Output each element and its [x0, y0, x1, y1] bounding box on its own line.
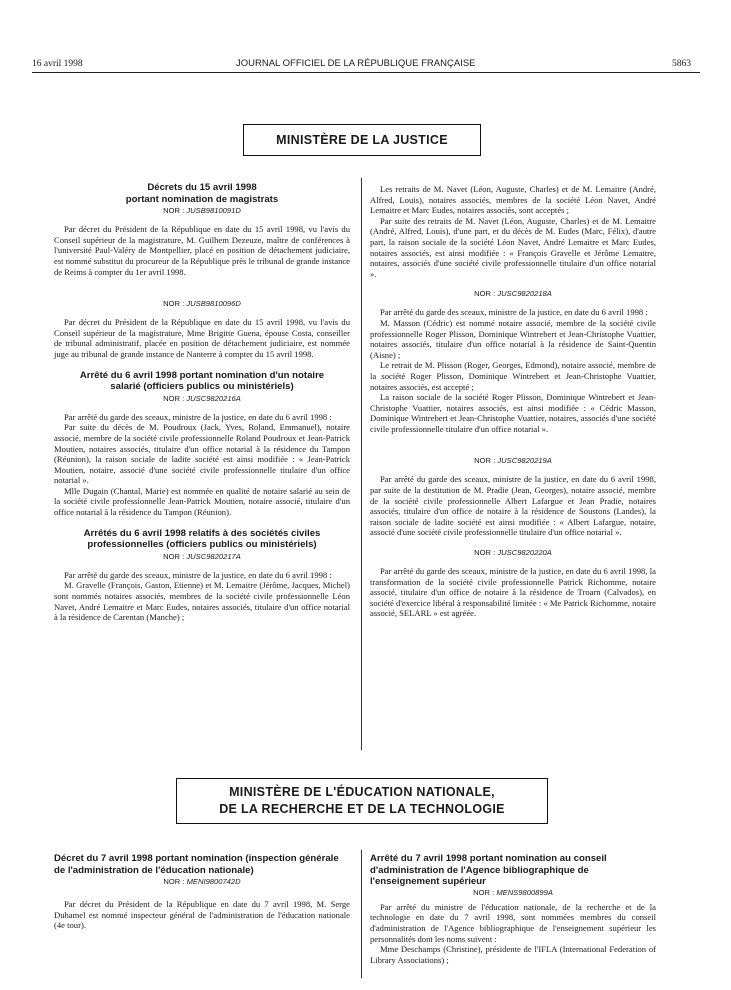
paragraph: Par arrêté du garde des sceaux, ministre de la justice, en date du 6 avril 1998 :: [64, 569, 332, 580]
arrete-agence-bibliographique-title: Arrêté du 7 avril 1998 portant nomination au conseil d'administration de l'Agence bibliographique de l'enseignement supérieur: [370, 853, 607, 888]
paragraph: Par arrêté du ministre de l'éducation nationale, de la recherche et de la technologie en date du 7 avril 1998, sont nommées membres du conseil d'administration de l'Agence bibliographique de l'enseignement supérieur les personnalités dont les noms suivent :: [370, 901, 656, 944]
nor-code: JUSB9810096D: [186, 299, 241, 309]
nor-code: MENI9800742D: [186, 877, 241, 887]
ministry-education-box: [176, 778, 548, 824]
paragraph: Mme Deschamps (Christine), présidente de l'IFLA (International Federation of Library Associations) ;: [370, 944, 656, 965]
paragraph: Par arrêté du garde des sceaux, ministre de la justice, en date du 6 avril 1998 :: [64, 411, 332, 422]
paragraph: M. Masson (Cédric) est nommé notaire associé, membre de la société civile professionnelle Roger Plisson, Dominique Wintrebert et Jean-Christophe Vuattier, notaires associés, titulaire d'un office notarial à la résidence de Saint-Quentin (Aisne) ;: [370, 317, 656, 360]
decree-guena-paragraph: Par décret du Président de la République en date du 15 avril 1998, vu l'avis du Conseil supérieur de la magistrature, Mme Brigitte Guena, épouse Costa, conseiller de tribunal administratif, placée en position de détachement judiciaire, est nommée juge au tribunal de grande instance de Nanterre à compter du 15 avril 1998.: [54, 317, 350, 359]
paragraph: La raison sociale de la société Roger Plisson, Dominique Wintrebert et Jean-Christophe Vuattier, notaires associés, est ainsi modifiée : « Cédric Masson, Dominique Wintrebert et Jean-Christophe Vuattier, notaires, associés d'une société civile professionnelle titulaire d'un office notarial ».: [370, 392, 656, 434]
nor-code: JUSC9820219A: [497, 456, 552, 466]
decree-dezeuze-paragraph: Par décret du Président de la République en date du 15 avril 1998, vu l'avis du Conseil supérieur de la magistrature, M. Guilhem Dezeuze, maître de conférences à l'université Paul-Valéry de Montpellier, placé en position de détachement judiciaire, est nommé substitut du procureur de la République près le tribunal de grande instance de Reims à compter du 1er avril 1998.: [54, 224, 350, 277]
arretes-societes-civiles-title: Arrêtés du 6 avril 1998 relatifs à des sociétés civiles professionnelles (officiers publics ou ministériels): [83, 527, 321, 551]
nor-code: JUSC9820216A: [186, 393, 241, 403]
nor-code: MENS9800899A: [496, 887, 553, 897]
running-header-page-number: 5863: [672, 59, 691, 69]
paragraph: Par arrêté du garde des sceaux, ministre de la justice, en date du 6 avril 1998, la transformation de la société civile professionnelle Patrick Richomme, notaire associé, titulaire d'un office de notaire à la résidence de Troarn (Calvados), en société d'exercice libéral à responsabilité limitée : « Me Patrick Richomme, notaire associé, SELARL » est agréée.: [370, 566, 656, 619]
nor-code: JUSC9820218A: [497, 289, 552, 299]
decree-duhamel-paragraph: Par décret du Président de la République en date du 7 avril 1998, M. Serge Duhamel est nommé inspecteur général de l'administration de l'éducation nationale (4e tour).: [54, 899, 350, 931]
running-header-journal: JOURNAL OFFICIEL DE LA RÉPUBLIQUE FRANÇAISE: [236, 58, 476, 69]
nor-code: JUSB9810091D: [186, 206, 241, 216]
paragraph: Par suite des retraits de M. Navet (Léon, Auguste, Charles) et de M. Lemaitre (André, Alfred, Louis), d'une part, et du décès de M. Eudes (Marc, Félix), d'autre part, la raison sociale de la société Léon Navet, André Lemaitre et Marc Eudes, notaires associés, est ainsi modifiée : « François Gravelle et Jérôme Lemaitre, notaires, associés d'une société civile professionnelle titulaire d'un office notarial ».: [370, 215, 656, 279]
nor-code: JUSC9820220A: [497, 548, 552, 558]
left-column: [54, 182, 350, 623]
paragraph: Le retrait de M. Plisson (Roger, Georges, Edmond), notaire associé, membre de la société Roger Plisson, Dominique Wintrebert et Jean-Christophe Vuattier, notaires associés, est accepté ;: [370, 360, 656, 392]
ministry-justice-box: [243, 124, 481, 156]
nor-reference: NOR : MENS9800899A: [473, 887, 553, 897]
column-divider-lower: [361, 850, 362, 978]
ministry-education-title-line1: MINISTÈRE DE L'ÉDUCATION NATIONALE,: [229, 785, 495, 799]
decrees-15-avril-title: Décrets du 15 avril 1998 portant nomination de magistrats: [125, 182, 279, 205]
nor-reference: NOR : JUSC9820220A: [474, 548, 552, 558]
nor-code: JUSC9820217A: [186, 551, 241, 561]
column-divider-upper: [361, 178, 362, 750]
bottom-left-column: [54, 853, 350, 931]
bottom-right-column: [370, 853, 656, 965]
paragraph: Par suite du décès de M. Poudroux (Jack, Yves, Roland, Emmanuel), notaire associé, membre de la société civile professionnelle Roland Poudroux et Jean-Patrick Moutien, notaires associés, titulaire d'un office notarial à la résidence du Tampon (Réunion), la raison sociale de ladite société est ainsi modifiée : « Jean-Patrick Moutien, notaire, associé d'une société civile professionnelle titulaire d'un office notarial ».: [54, 422, 350, 486]
paragraph: Par arrêté du garde des sceaux, ministre de la justice, en date du 6 avril 1998, par suite de la destitution de M. Pradie (Jean, Georges), notaire associé, membre de la société civile professionnelle Albert Lafargue et Jean Pradie, notaires associés, titulaire d'un office de notaire à la résidence de Soustons (Landes), la raison sociale de ladite société est ainsi modifiée : « Albert Lafargue, notaire, associé d'une société civile professionnelle titulaire d'un office notarial ».: [370, 474, 656, 538]
nor-reference: NOR : JUSC9820216A: [163, 393, 241, 403]
paragraph: M. Gravelle (François, Gaston, Etienne) et M. Lemaitre (Jérôme, Jacques, Michel) sont nommés notaires associés, membres de la société civile professionnelle Léon Navet, André Lemaitre et Marc Eudes, notaires associés, titulaire d'un office notarial à la résidence de Carentan (Manche) ;: [54, 580, 350, 623]
ministry-education-title-line2: DE LA RECHERCHE ET DE LA TECHNOLOGIE: [219, 802, 505, 816]
nor-reference: NOR : JUSC9820217A: [163, 551, 241, 561]
nor-reference: NOR : JUSC9820219A: [474, 456, 552, 466]
decret-inspection-generale-title: Décret du 7 avril 1998 portant nomination (inspection générale de l'administration de l'éducation nationale): [54, 853, 339, 876]
header-rule: [32, 72, 700, 73]
paragraph: Mlle Dugain (Chantal, Marie) est nommée en qualité de notaire salarié au sein de la société civile professionnelle Jean-Patrick Moutien, notaire associé, titulaire d'un office notarial à la résidence du Tampon (Réunion).: [54, 485, 350, 518]
right-column: [370, 184, 656, 619]
running-header-date: 16 avril 1998: [32, 59, 83, 69]
paragraph: Par arrêté du garde des sceaux, ministre de la justice, en date du 6 avril 1998 :: [380, 307, 648, 318]
nor-reference: NOR : JUSB9810096D: [163, 299, 241, 309]
arrete-notaire-salarie-title: Arrêté du 6 avril 1998 portant nomination d'un notaire salarié (officiers publics ou ministériels): [79, 369, 325, 393]
nor-reference: NOR : JUSB9810091D: [163, 206, 241, 216]
paragraph: Les retraits de M. Navet (Léon, Auguste, Charles) et de M. Lemaitre (André, Alfred, Louis), notaires associés, membres de la société Léon Navet, André Lemaitre et Marc Eudes, notaires associés, sont acceptés ;: [370, 184, 656, 216]
ministry-justice-title: MINISTÈRE DE LA JUSTICE: [276, 133, 448, 147]
nor-reference: NOR : MENI9800742D: [163, 877, 241, 887]
nor-reference: NOR : JUSC9820218A: [474, 289, 552, 299]
